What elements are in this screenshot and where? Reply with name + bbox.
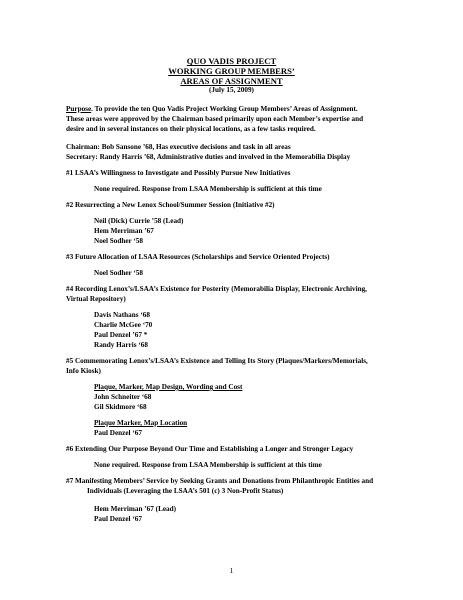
item-7-member: Paul Denzel ‘67 — [94, 515, 142, 523]
item-1-title: #1 LSAA’s Willingness to Investigate and Possibly Pursue New Initiatives — [66, 169, 291, 177]
item-6-note: None required. Response from LSAA Membership is sufficient at this time — [94, 461, 322, 469]
item-2-member: Noel Sodher ‘58 — [94, 237, 143, 245]
item-5-title: #5 Commemorating Lenox’s/LSAA’s Existence and Telling Its Story (Plaques/Markers/Memorials, — [66, 357, 368, 365]
item-4-title: #4 Recording Lenox’s/LSAA’s Existence for Posterity (Memorabilia Display, Electronic Archiving, — [66, 285, 367, 293]
item-7-member: Hem Merriman ’67 (Lead) — [94, 505, 177, 513]
purpose-line-3: desire and in several instances on their physical locations, as a few tasks required. — [66, 125, 316, 133]
purpose-line-1 — [66, 104, 358, 114]
item-5-member: Gil Skidmore ‘68 — [94, 403, 147, 411]
secretary-line: Secretary: Randy Harris ’68, Administrative duties and involved in the Memorabilia Display — [66, 153, 351, 161]
purpose-line-2: These areas were approved by the Chairman based primarily upon each Member’s expertise and — [66, 115, 364, 123]
item-2-member: Neil (Dick) Currie ’58 (Lead) — [94, 217, 184, 225]
document-date: (July 15, 2009) — [209, 86, 254, 94]
item-4-member: Randy Harris ‘68 — [94, 341, 148, 349]
item-5-subheading-2: Plaque Marker, Map Location — [94, 419, 188, 427]
document-subtitle-2: AREAS OF ASSIGNMENT — [180, 76, 283, 86]
item-5-member: Paul Denzel ‘67 — [94, 429, 142, 437]
item-6-title: #6 Extending Our Purpose Beyond Our Time and Establishing a Longer and Stronger Legacy — [66, 445, 354, 453]
purpose-label: Purpose — [66, 105, 92, 113]
item-7-title: #7 Manifesting Members’ Service by Seeking Grants and Donations from Philanthropic Entities and — [66, 477, 374, 485]
chairman-line: Chairman: Bob Sansone ’68, Has executive decisions and task in all areas — [66, 143, 291, 151]
item-3-title: #3 Future Allocation of LSAA Resources (Scholarships and Service Oriented Projects) — [66, 253, 330, 261]
item-7-title-cont: Individuals (Leveraging the LSAA’s 501 (c) 3 Non-Profit Status) — [87, 487, 284, 495]
item-4-title-cont: Virtual Repository) — [66, 295, 126, 303]
item-2-title: #2 Resurrecting a New Lenox School/Summer Session (Initiative #2) — [66, 201, 275, 209]
item-3-member: Noel Sodher ‘58 — [94, 269, 143, 277]
item-4-member: Paul Denzel ’67 * — [94, 331, 148, 339]
item-5-member: John Schneiter ‘68 — [94, 393, 152, 401]
item-2-member: Hem Merriman ’67 — [94, 227, 154, 235]
item-4-member: Davis Nathans ‘68 — [94, 311, 150, 319]
item-5-subheading: Plaque, Marker, Map Design, Wording and Cost — [94, 383, 243, 391]
item-5-title-cont: Info Kiosk) — [66, 367, 101, 375]
document-subtitle: WORKING GROUP MEMBERS’ — [168, 66, 295, 76]
document-title: QUO VADIS PROJECT — [186, 56, 277, 66]
page-number: 1 — [229, 566, 234, 575]
item-1-note: None required. Response from LSAA Membership is sufficient at this time — [94, 185, 322, 193]
item-4-member: Charlie McGee ‘70 — [94, 321, 153, 329]
purpose-text: . To provide the ten Quo Vadis Project Working Group Members’ Areas of Assignment. — [91, 105, 358, 113]
